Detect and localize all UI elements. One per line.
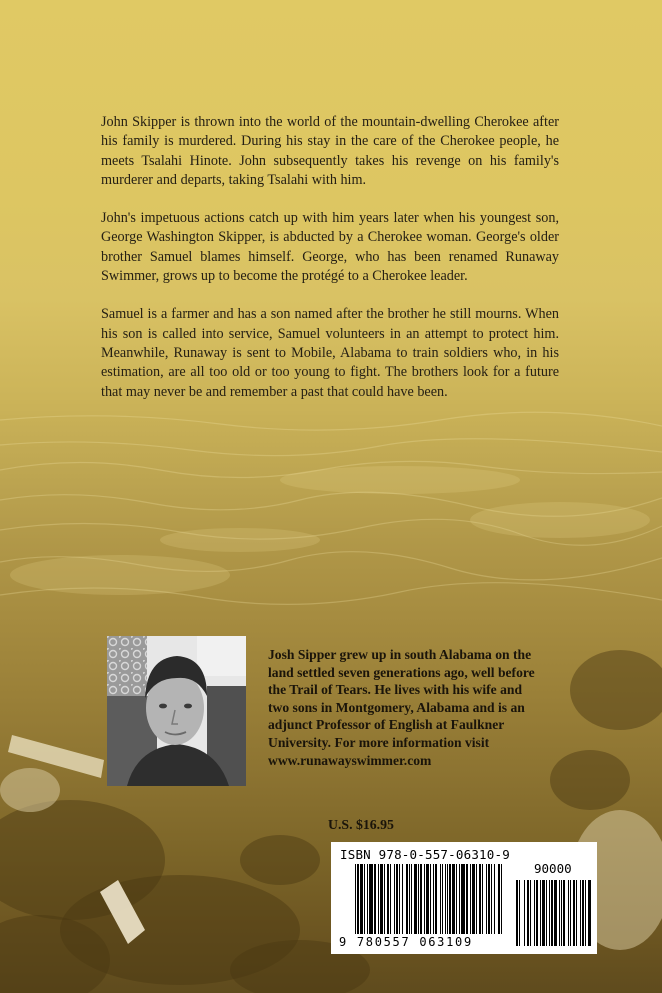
- isbn-label: ISBN 978-0-557-06310-9: [340, 847, 510, 862]
- barcode-bar: [582, 880, 584, 946]
- barcode-bar: [394, 864, 395, 934]
- barcode-bar: [546, 880, 547, 946]
- barcode-bar: [442, 864, 443, 934]
- barcode-bar: [479, 864, 481, 934]
- synopsis: [101, 113, 559, 421]
- synopsis-paragraph-1: John Skipper is thrown into the world of the mountain-dwelling Cherokee after his family is murdered. During his stay in the care of the Cherokee people, he meets Tsalahi Hinote. John subsequently takes his revenge on his family's murderer and departs, taking Tsalahi with him.: [101, 114, 559, 188]
- barcode-bar: [570, 880, 571, 946]
- barcode-bar: [486, 864, 487, 934]
- barcode-bar: [551, 880, 553, 946]
- barcode-bar: [459, 864, 460, 934]
- barcode-bar: [527, 880, 529, 946]
- barcode-bar: [461, 864, 465, 934]
- barcode-bar: [364, 864, 365, 934]
- barcode-bar: [482, 864, 483, 934]
- barcode-bar: [414, 864, 417, 934]
- synopsis-paragraph-2: John's impetuous actions catch up with him years later when his youngest son, George Washington Skipper, is abducted by a Cherokee woman. George's older brother Samuel blames himself. George, who has been renamed Runaway Swimmer, grows up to become the protégé to a Cherokee leader.: [101, 210, 559, 285]
- barcode-bar: [498, 864, 500, 934]
- barcode-bar: [387, 864, 389, 934]
- barcode-bar: [501, 864, 502, 934]
- barcode-bar: [524, 880, 525, 946]
- barcode-bar: [516, 880, 518, 946]
- barcode-digits: 9 780557 063109: [339, 935, 473, 949]
- barcode-bar: [536, 880, 538, 946]
- barcode-bar: [411, 864, 412, 934]
- barcode-bar: [549, 880, 550, 946]
- barcode-bar: [494, 864, 495, 934]
- barcode-bar: [530, 880, 531, 946]
- barcode-bar: [588, 880, 591, 946]
- barcode-bar: [396, 864, 398, 934]
- barcode-bar: [456, 864, 457, 934]
- barcode-bar: [576, 880, 577, 946]
- barcode-bar: [540, 880, 541, 946]
- barcode-bar: [488, 864, 490, 934]
- barcode-bar: [426, 864, 429, 934]
- barcode-bar: [563, 880, 565, 946]
- barcode-bar: [573, 880, 575, 946]
- barcode-bar: [367, 864, 368, 934]
- barcode-bar: [445, 864, 446, 934]
- barcode-bar: [378, 864, 379, 934]
- barcode-bar: [534, 880, 535, 946]
- price-code: 90000: [534, 861, 572, 876]
- barcode-bar: [580, 880, 581, 946]
- barcode-bar: [568, 880, 569, 946]
- price: U.S. $16.95: [328, 817, 394, 832]
- barcode-bar: [554, 880, 557, 946]
- barcode-bar: [399, 864, 400, 934]
- barcode-bar: [369, 864, 373, 934]
- barcode-bar: [472, 864, 475, 934]
- barcode-bar: [380, 864, 383, 934]
- barcode-bar: [355, 864, 356, 934]
- barcode-bar: [585, 880, 586, 946]
- barcode-bar: [476, 864, 477, 934]
- barcode-bar: [409, 864, 410, 934]
- barcode-bar: [466, 864, 468, 934]
- isbn-barcode: [331, 842, 597, 954]
- barcode-bar: [357, 864, 359, 934]
- barcode-bar: [418, 864, 419, 934]
- synopsis-paragraph-3: Samuel is a farmer and has a son named after the brother he still mourns. When his son is called into service, Samuel volunteers in an attempt to protect him. Meanwhile, Runaway is sent to Mobile, Alabama to train soldiers who, in his estimation, are all too old or too young to fight. The brothers look for a future that may never be and remember a past that could have been.: [101, 306, 559, 400]
- barcode-bar: [519, 880, 520, 946]
- barcode-bar: [440, 864, 441, 934]
- barcode-bar: [561, 880, 562, 946]
- barcode-bar: [559, 880, 560, 946]
- barcode-bar: [420, 864, 422, 934]
- author-photo: [107, 636, 246, 786]
- barcode-bar: [424, 864, 425, 934]
- barcode-bar: [491, 864, 492, 934]
- barcode-bar: [447, 864, 448, 934]
- barcode-bar: [435, 864, 437, 934]
- barcode-bar: [452, 864, 455, 934]
- barcode-bar: [390, 864, 391, 934]
- barcode-bar: [360, 864, 363, 934]
- barcode-bar: [542, 880, 545, 946]
- barcode-bar: [374, 864, 376, 934]
- author-bio: Josh Sipper grew up in south Alabama on the land settled seven generations ago, well before the Trail of Tears. He lives with his wife and two sons in Montgomery, Alabama and is an adjunct Professor of English at Faulkner University. For more information visit www.runawayswimmer.com: [268, 647, 535, 768]
- barcode-bar: [406, 864, 408, 934]
- barcode-bar: [470, 864, 471, 934]
- barcode-bar: [433, 864, 434, 934]
- barcode-bar: [430, 864, 431, 934]
- barcode-bar: [384, 864, 385, 934]
- barcode-bar: [449, 864, 451, 934]
- barcode-bar: [402, 864, 403, 934]
